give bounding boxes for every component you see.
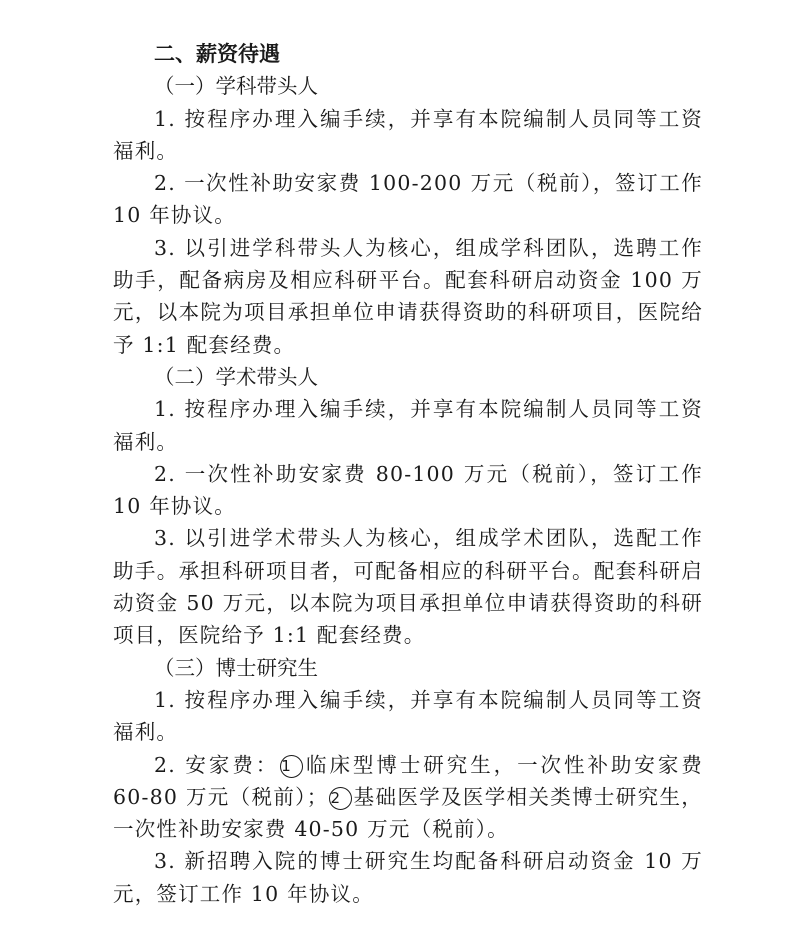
group-title: （一）学科带头人 (154, 74, 318, 99)
item-paragraph: 2. 一次性补助安家费 80-100 万元（税前），签订工作 10 年协议。 (113, 461, 703, 519)
group-academic-leader (113, 361, 703, 652)
group-title: （三）博士研究生 (154, 655, 318, 680)
item-paragraph: 1. 按程序办理入编手续，并享有本院编制人员同等工资福利。 (113, 687, 703, 745)
section-title: 二、薪资待遇 (154, 42, 280, 66)
item-paragraph-settlement (113, 749, 703, 846)
group-title: （二）学术带头人 (154, 364, 318, 389)
item-paragraph: 3. 以引进学术带头人为核心，组成学术团队，选配工作助手。承担科研项目者，可配备相应的科研平台。配套科研启动资金 50 万元，以本院为项目承担单位申请获得资助的科研项目，医院给予 1:1 配套经费。 (113, 526, 703, 648)
group-doctoral (113, 652, 703, 910)
item-prefix: 2. 安家费： (154, 752, 280, 777)
item-paragraph: 3. 新招聘入院的博士研究生均配备科研启动资金 10 万元，签订工作 10 年协议。 (113, 849, 703, 906)
circled-number-1: 1 (280, 755, 303, 778)
item-paragraph: 1. 按程序办理入编手续，并享有本院编制人员同等工资福利。 (113, 106, 703, 163)
item-paragraph: 1. 按程序办理入编手续，并享有本院编制人员同等工资福利。 (113, 397, 703, 454)
item-paragraph: 3. 以引进学科带头人为核心，组成学科团队，选聘工作助手，配备病房及相应科研平台。配套科研启动资金 100 万元，以本院为项目承担单位申请获得资助的科研项目，医院给予 1:1 配套经费。 (113, 235, 703, 357)
item-part: 基础医学及医学相关类博士研究生，一次性补助安家费 40-50 万元（税前）。 (113, 784, 703, 842)
item-paragraph: 2. 一次性补助安家费 100-200 万元（税前），签订工作 10 年协议。 (113, 171, 703, 228)
circled-number-2: 2 (329, 787, 352, 810)
item-part: 临床型博士研究生，一次性补助安家费 60-80 万元（税前）； (113, 752, 703, 809)
document-body (113, 38, 703, 910)
group-discipline-leader (113, 70, 703, 361)
